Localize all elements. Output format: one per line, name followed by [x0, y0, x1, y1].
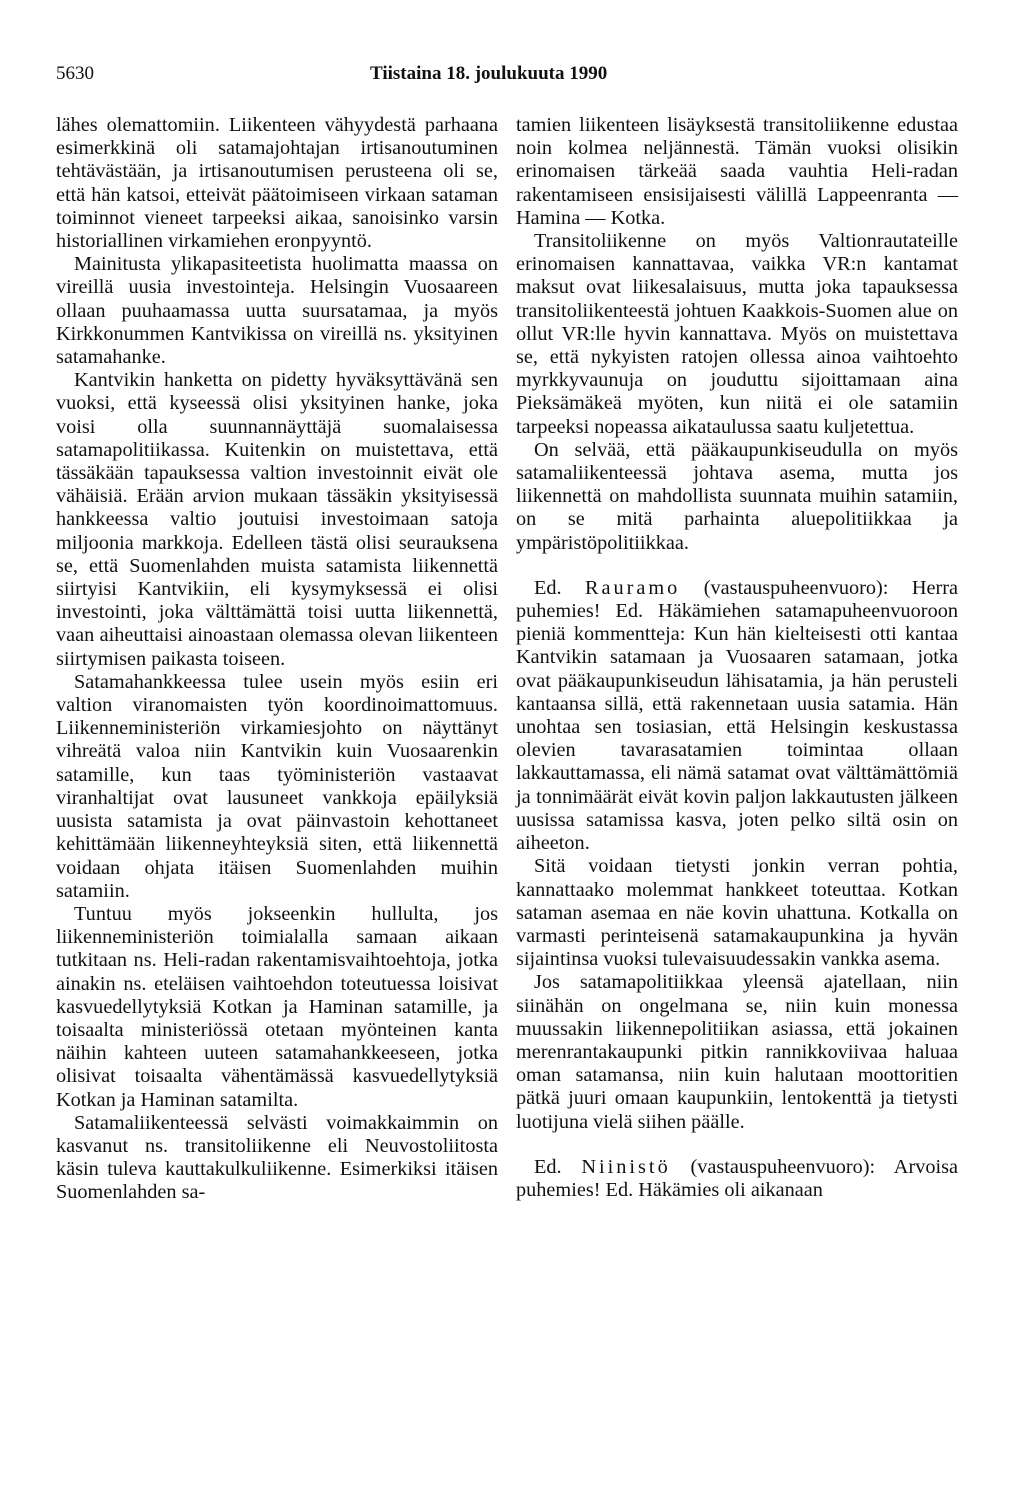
- speech-tag: (vastauspuheenvuoro):: [690, 1155, 876, 1178]
- speech-text: Arvoisa puhemies! Ed. Häkämies oli aikanaan: [516, 1155, 959, 1201]
- paragraph: On selvää, että pääkaupunkiseudulla on myös satamaliikenteessä johtava asema, mutta jos liikennettä on mahdollista suunnata muihin satamiin, on se mitä parhainta aluepolitiikkaa ja ympäristöpolitiikkaa.: [516, 438, 958, 554]
- speaker-prefix: Ed.: [534, 576, 562, 599]
- paragraph: Mainitusta ylikapasiteetista huolimatta maassa on vireillä uusia investointeja. Helsingin Vuosaareen ollaan puuhaamassa uutta suursatamaa, ja myös Kirkkonummen Kantvikissa on vireillä ns. yksityinen satamahanke.: [56, 253, 498, 369]
- left-column: [56, 114, 498, 1205]
- speech-tag: (vastauspuheenvuoro):: [703, 576, 889, 599]
- speaker-prefix: Ed.: [534, 1155, 562, 1178]
- paragraph: Tuntuu myös jokseenkin hullulta, jos liikenneministeriön toimialalla samaan aikaan tutkitaan ns. Heli-radan rakentamisvaihtoehtoja, jotka ainakin ns. eteläisen vaihtoehdon toteutuessa loisivat kasvuedellytyksiä Kotkan ja Haminan satamille, ja toisaalta ministeriössä otetaan myönteinen kanta näihin kahteen uuteen satamahankkeeseen, jotka olisivat toisaalta vähentämässä kasvuedellytyksiä Kotkan ja Haminan satamilta.: [56, 902, 498, 1111]
- paragraph: Jos satamapolitiikkaa yleensä ajatellaan, niin siinähän on ongelmana se, niin kuin monessa muussakin liikennepolitiikan asiassa, että jokainen merenrantakaupunki pitkin rannikkoviivaa haluaa oman satamansa, niin kuin halutaan moottoritien pätkä juuri omaan kaupunkiin, lentokenttä ja tietysti luotijuna vielä siihen päälle.: [516, 971, 958, 1133]
- speaker-name: Rauramo: [584, 576, 681, 599]
- paragraph: Satamaliikenteessä selvästi voimakkaimmin on kasvanut ns. transitoliikenne eli Neuvostoliitosta käsin tuleva kauttakulkuliikenne. Esimerkiksi itäisen Suomenlahden sa-: [56, 1111, 498, 1204]
- speech-rauramo: [516, 577, 958, 855]
- paragraph: Transitoliikenne on myös Valtionrautateille erinomaisen kannattavaa, vaikka VR:n kantamat maksut ovat liikesalaisuus, mutta joka tapauksessa transitoliikenteestä johtuen Kaakkois-Suomen alue on ollut VR:lle hyvin kannattava. Myös on muistettava se, että nykyisten ratojen ollessa ainoa vaihtoehto myrkkyvaunuja on jouduttu sijoittamaan aina Pieksämäkeä myöten, kun niitä ei ole satamiin tarpeeksi nopeassa aikataulussa saatu kuljetettua.: [516, 230, 958, 438]
- paragraph: tamien liikenteen lisäyksestä transitoliikenne edustaa noin kolmea neljännestä. Tämän vuoksi olisikin erinomaisen tärkeää saada vauhtia Heli-radan rakentamiseen ensisijaisesti välillä Lappeenranta — Hamina — Kotka.: [516, 114, 958, 229]
- paragraph: lähes olemattomiin. Liikenteen vähyydestä parhaana esimerkkinä oli satamajohtajan irtisanoutuminen tehtävästään, ja irtisanoutumisen perusteena oli se, että hän katsoi, etteivät päätoimiseen virkaan sataman toiminnot vieneet tarpeeksi aikaa, sanoisinko varsin historiallinen virkamiehen eronpyyntö.: [56, 114, 498, 253]
- running-title: Tiistaina 18. joulukuuta 1990: [370, 63, 608, 84]
- paragraph: Kantvikin hanketta on pidetty hyväksyttävänä sen vuoksi, että kyseessä olisi yksityinen hanke, joka voisi olla suunnannäyttäjä suomalaisessa satamapolitiikassa. Kuitenkin on muistettava, että tässäkään tapauksessa valtion investoinnit eivät ole vähäisiä. Erään arvion mukaan tässäkin yksityisessä hankkeessa valtio joutuisi investoimaan satoja miljoonia markkoja. Edelleen tästä olisi seurauksena se, että Suomenlahden muista satamista liikennettä siirtyisi Kantvikiin, eli kysymyksessä ei olisi investointi, joka välttämättä toisi uutta liikennettä, vaan aiheuttaisi ainoastaan olemassa olevan liikenteen siirtymisen paikasta toiseen.: [56, 369, 498, 670]
- right-column: [516, 114, 958, 1202]
- page-number: 5630: [56, 63, 94, 84]
- paragraph: Satamahankkeessa tulee usein myös esiin eri valtion viranomaisten työn koordinoimattomuus. Liikenneministeriön virkamiesjohto on näyttänyt vihreätä valoa niin Kantvikin kuin Vuosaarenkin satamille, kun taas työministeriön vastaavat viranhaltijat ovat lausuneet vankkoja epäilyksiä uusista satamista ja ovat päinvastoin kehottaneet kehittämään liikenneyhteyksiä siten, että liikennettä voidaan ohjata itäisen Suomenlahden muihin satamiin.: [56, 670, 498, 902]
- speaker-name: Niinistö: [581, 1155, 671, 1178]
- speech-text: Herra puhemies! Ed. Häkämiehen satamapuheenvuoroon pieniä kommentteja: Kun hän kielteisesti otti kantaa Kantvikin satamaan ja Vuosaaren satamaan, jotka ovat pääkaupunkiseudun lähisatamia, ja hän perusteli kantaansa sillä, että rakennetaan uusia satamia. Hän unohtaa sen tosiasian, että Helsingin keskustassa olevien tavarasatamien toimintaa ollaan lakkauttamassa, eli nämä satamat ovat välttämättömiä ja tonnimäärät eivät kovin paljon lakkautusten jälkeen uusissa satamissa kasva, joten pelko siltä osin on aiheeton.: [516, 576, 958, 855]
- paragraph: Sitä voidaan tietysti jonkin verran pohtia, kannattaako molemmat hankkeet toteuttaa. Kotkan sataman asemaa en näe kovin uhattuna. Kotkalla on varmasti perinteisenä satamakaupunkina ja hyvän sijaintinsa vuoksi tulevaisuudessakin vankka asema.: [516, 855, 958, 971]
- page-header: [56, 63, 968, 89]
- speech-niinisto: [516, 1156, 958, 1202]
